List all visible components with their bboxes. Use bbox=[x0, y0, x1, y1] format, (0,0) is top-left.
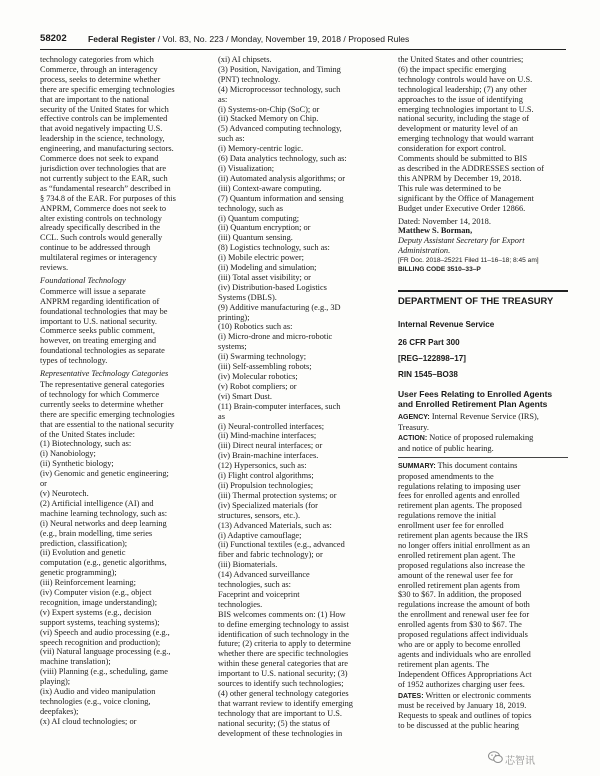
text-line: deepfakes); bbox=[40, 706, 79, 716]
summary-line: regulations remove the initial bbox=[398, 511, 497, 521]
text-line: (i) Flight control algorithms; bbox=[218, 471, 314, 481]
text-line: (ii) Synthetic biology; bbox=[40, 459, 114, 469]
summary-line: of 1952 authorizes charging user fees. bbox=[398, 679, 525, 689]
text-line: the United States and other countries; bbox=[398, 55, 524, 64]
text-line: there are specific emerging technologies bbox=[40, 409, 175, 419]
summary-line: no longer offers initial enrollment as an bbox=[398, 540, 530, 550]
dates-first: Written or electronic comments bbox=[423, 690, 532, 700]
text-line: (iii) Thermal protection systems; or bbox=[218, 490, 337, 500]
text-line: (iii) Biomaterials. bbox=[218, 560, 278, 570]
text-line: leadership in the science, technology, bbox=[40, 134, 165, 144]
document-title-line-2: and Enrolled Retirement Plan Agents bbox=[398, 398, 548, 409]
text-line: (iv) Molecular robotics; bbox=[218, 372, 298, 381]
text-line: (14) Advanced surveillance bbox=[218, 570, 310, 580]
text-line: emerging technology that would warrant bbox=[398, 134, 534, 144]
text-line: (xi) AI chipsets. bbox=[218, 55, 272, 64]
text-line: development of these technologies in bbox=[218, 728, 343, 738]
document-title bbox=[398, 389, 568, 409]
text-line: ANPRM regarding identification of bbox=[40, 296, 160, 306]
text-line: (iii) Context-aware computing. bbox=[218, 183, 322, 193]
text-line: (6) Data analytics technology, such as: bbox=[218, 154, 347, 164]
summary-line: agents and individuals who are enrolled bbox=[398, 649, 531, 659]
agency-value: Internal Revenue Service (IRS), bbox=[429, 412, 539, 422]
summary-first: This document contains bbox=[435, 460, 518, 470]
text-line: as: bbox=[218, 94, 228, 104]
text-line: recognition, image understanding); bbox=[40, 597, 158, 607]
text-line: (10) Robotics such as: bbox=[218, 322, 293, 332]
text-line: (viii) Planning (e.g., scheduling, game bbox=[40, 667, 168, 677]
summary-line: proposed regulations affect individuals bbox=[398, 630, 528, 640]
reg-number: [REG–122898–17] bbox=[398, 353, 466, 363]
section-divider bbox=[398, 290, 568, 292]
sub-agency: Internal Revenue Service bbox=[398, 320, 495, 330]
text-line: (x) AI cloud technologies; or bbox=[40, 716, 137, 726]
text-line: (vi) Speech and audio processing (e.g., bbox=[40, 627, 170, 637]
text-line: Commerce will issue a separate bbox=[40, 286, 146, 296]
summary-line: retirement plan agents. The bbox=[398, 659, 490, 669]
text-line: that are important to the national bbox=[40, 94, 150, 104]
text-line: (4) Microprocessor technology, such bbox=[218, 84, 341, 94]
text-line: emerging technologies important to U.S. bbox=[398, 104, 534, 114]
column-right bbox=[398, 55, 568, 731]
text-line: (i) Micro-drone and micro-robotic bbox=[218, 332, 333, 342]
text-line: playing); bbox=[40, 677, 71, 687]
text-line: however, on treating emerging and bbox=[40, 336, 157, 346]
text-line: (7) Quantum information and sensing bbox=[218, 193, 344, 203]
text-line: technology that are important to U.S. bbox=[218, 708, 342, 718]
text-line: (vi) Smart Dust. bbox=[218, 391, 272, 401]
text-line: Systems (DBLS). bbox=[218, 292, 277, 302]
text-line: prediction, classification); bbox=[40, 538, 128, 548]
text-line: (iii) Self-assembling robots; bbox=[218, 362, 312, 372]
text-line: (8) Logistics technology, such as: bbox=[218, 243, 330, 253]
text-line: (iii) Direct neural interfaces; or bbox=[218, 441, 323, 451]
text-line: that warrant review to identify emerging bbox=[218, 698, 353, 708]
text-line: (iv) Specialized materials (for bbox=[218, 500, 318, 510]
text-line: machine learning technology, such as: bbox=[40, 508, 168, 518]
column-left bbox=[40, 55, 210, 727]
text-line: machine translation); bbox=[40, 657, 111, 667]
text-line: (4) other general technology categories bbox=[218, 689, 349, 698]
text-line: types of technology. bbox=[40, 356, 108, 366]
dates-line: must be received by January 18, 2019. bbox=[398, 701, 527, 711]
text-line: (i) Visualization; bbox=[218, 163, 275, 173]
text-line: (e.g., brain modelling, time series bbox=[40, 528, 153, 538]
text-line: (ii) Automated analysis algorithms; or bbox=[218, 173, 345, 183]
text-line: technological leadership; (7) any other bbox=[398, 84, 527, 94]
summary-line bbox=[398, 461, 568, 472]
summary-body bbox=[398, 472, 568, 690]
agency-line bbox=[398, 412, 568, 423]
text-line: technology, such as bbox=[218, 203, 284, 213]
text-line: of technology for which Commerce bbox=[40, 389, 160, 399]
text-line: security of the United States for which bbox=[40, 104, 169, 114]
text-line: (iii) Quantum sensing. bbox=[218, 233, 293, 243]
text-line: significant by the Office of Management bbox=[398, 193, 534, 203]
text-line: support systems, teaching systems); bbox=[40, 617, 160, 627]
text-line: reviews. bbox=[40, 263, 69, 273]
text-line: as described in the ADDRESSES section of bbox=[398, 163, 544, 173]
text-line: (ii) Swarming technology; bbox=[218, 352, 307, 362]
summary-line: enrolled agents from $30 to $67. The bbox=[398, 620, 522, 630]
text-line: (ii) Modeling and simulation; bbox=[218, 263, 317, 273]
text-line: currently seeks to determine whether bbox=[40, 399, 164, 409]
text-line: or bbox=[40, 479, 47, 489]
text-line: (i) Systems-on-Chip (SoC); or bbox=[218, 104, 320, 114]
text-line: technologies, such as: bbox=[218, 580, 291, 590]
comments-paragraph bbox=[398, 55, 568, 214]
text-line: alter existing controls on technology bbox=[40, 213, 162, 223]
text-line: foundational technologies that may be bbox=[40, 306, 168, 316]
agency-line-cont: Treasury. bbox=[398, 422, 429, 432]
summary-line: enrolled retirement plan agent. The bbox=[398, 550, 516, 560]
signer-title: Deputy Assistant Secretary for Export bbox=[398, 236, 525, 246]
header-rule bbox=[40, 49, 566, 50]
text-line: § 734.8 of the EAR. For purposes of this bbox=[40, 193, 176, 203]
text-line: printing); bbox=[218, 312, 250, 322]
signer-name: Matthew S. Borman, bbox=[398, 226, 473, 236]
signer-title-cont: Administration. bbox=[398, 246, 451, 256]
text-line: effective controls can be implemented bbox=[40, 114, 168, 124]
text-line: Commerce, through an interagency bbox=[40, 64, 158, 74]
action-value: Notice of proposed rulemaking bbox=[427, 432, 534, 442]
agency-heading: DEPARTMENT OF THE TREASURY bbox=[398, 295, 554, 307]
text-line: (i) Adaptive camouflage; bbox=[218, 530, 302, 540]
column-middle bbox=[218, 55, 390, 739]
rin-number: RIN 1545–BO38 bbox=[398, 369, 458, 379]
text-line: multilateral regimes or interagency bbox=[40, 253, 157, 263]
summary-line: regulations relating to imposing user bbox=[398, 481, 521, 491]
text-line: technologies (e.g., voice cloning, bbox=[40, 697, 151, 706]
text-line: (6) the impact specific emerging bbox=[398, 64, 507, 74]
text-line: as bbox=[218, 411, 225, 421]
dates-label: DATES: bbox=[398, 692, 424, 700]
summary-line: enrollment user fee for enrolled bbox=[398, 521, 504, 531]
text-line: foundational technologies as separate bbox=[40, 346, 165, 356]
text-line: (i) Neural-controlled interfaces; bbox=[218, 421, 325, 431]
summary-line: the enrollment and renewal user fee for bbox=[398, 610, 530, 620]
text-line: Commerce seeks public comment, bbox=[40, 326, 155, 336]
section-heading: Foundational Technology bbox=[40, 275, 126, 285]
text-line: (v) Neurotech. bbox=[40, 488, 89, 498]
text-line: engineering, and manufacturing sectors. bbox=[40, 144, 174, 154]
text-line: (v) Robot compliers; or bbox=[218, 381, 297, 391]
text-line: (iv) Distribution-based Logistics bbox=[218, 282, 327, 292]
text-line: that are essential to the national security bbox=[40, 419, 174, 429]
text-line: (i) Quantum computing; bbox=[218, 213, 300, 223]
text-line: technologies. bbox=[218, 599, 263, 609]
summary-line: amount of the renewal user fee for bbox=[398, 570, 513, 580]
page-number: 58202 bbox=[40, 33, 67, 44]
watermark bbox=[488, 750, 562, 768]
text-line: important to U.S. national security. bbox=[40, 316, 157, 326]
text-line: future; (2) criteria to apply to determine bbox=[218, 639, 351, 649]
journal-issue: / Vol. 83, No. 223 / Monday, November 19, 2018 / Proposed Rules bbox=[155, 34, 410, 44]
text-line: This rule was determined to be bbox=[398, 183, 502, 193]
text-line: (i) Neural networks and deep learning bbox=[40, 518, 167, 528]
text-line: computation (e.g., genetic algorithms, bbox=[40, 558, 167, 568]
text-line: The representative general categories bbox=[40, 380, 165, 389]
text-line: development or maturity level of an bbox=[398, 124, 518, 134]
text-line: Comments should be submitted to BIS bbox=[398, 154, 528, 164]
text-line: (iv) Genomic and genetic engineering; bbox=[40, 469, 169, 479]
summary-line: who are or apply to become enrolled bbox=[398, 640, 521, 649]
text-line: structures, sensors, etc.). bbox=[218, 510, 301, 520]
summary-line: retirement plan agents because the IRS bbox=[398, 531, 528, 541]
dates-line bbox=[398, 691, 568, 702]
text-line: (i) Mobile electric power; bbox=[218, 253, 304, 263]
text-line: consideration for export control. bbox=[398, 144, 506, 154]
agency-label: AGENCY: bbox=[398, 414, 430, 422]
text-line: (ii) Evolution and genetic bbox=[40, 548, 126, 558]
text-line: (ii) Functional textiles (e.g., advanced bbox=[218, 540, 345, 550]
wechat-icon bbox=[488, 751, 503, 764]
text-line: (13) Advanced Materials, such as: bbox=[218, 520, 332, 530]
text-line: technology categories from which bbox=[40, 55, 154, 64]
text-line: not currently subject to the EAR, such bbox=[40, 173, 168, 183]
text-line: (2) Artificial intelligence (AI) and bbox=[40, 498, 154, 508]
text-line: (ii) Mind-machine interfaces; bbox=[218, 431, 317, 441]
action-label: ACTION: bbox=[398, 434, 428, 442]
action-line bbox=[398, 433, 568, 444]
text-line: technology controls would have on U.S. bbox=[398, 74, 533, 84]
text-line: important to U.S. national security; (3) bbox=[218, 669, 348, 679]
text-line: speech recognition and production); bbox=[40, 637, 161, 647]
text-line: to define emerging technology to assist bbox=[218, 619, 349, 629]
text-line: process, seeks to determine whether bbox=[40, 74, 161, 84]
text-line: national security; (5) the status of bbox=[218, 718, 330, 728]
dates-line: to be discussed at the public hearing bbox=[398, 721, 519, 731]
journal-name: Federal Register bbox=[88, 34, 156, 44]
text-line: genetic programming); bbox=[40, 568, 117, 578]
text-line: CCL. Such controls would generally bbox=[40, 233, 163, 243]
fr-doc-line: [FR Doc. 2018–25221 Filed 11–16–18; 8:45 am] bbox=[398, 257, 539, 265]
summary-line: $30 to $67. In addition, the proposed bbox=[398, 590, 522, 600]
dates-line: Requests to speak and outlines of topics bbox=[398, 711, 532, 721]
cfr-part: 26 CFR Part 300 bbox=[398, 337, 460, 347]
text-line: (i) Memory-centric logic. bbox=[218, 144, 304, 154]
text-line: (ix) Audio and video manipulation bbox=[40, 687, 156, 697]
text-line: that avoid negatively impacting U.S. bbox=[40, 124, 163, 134]
text-line: such as: bbox=[218, 134, 245, 144]
text-line: (iii) Reinforcement learning; bbox=[40, 578, 136, 588]
text-line: approaches to the issue of identifying bbox=[398, 94, 523, 104]
action-line-cont: and notice of public hearing. bbox=[398, 443, 494, 453]
text-line: jurisdiction over technologies that are bbox=[40, 163, 167, 173]
summary-label: SUMMARY: bbox=[398, 462, 436, 470]
text-line: (iv) Computer vision (e.g., object bbox=[40, 588, 152, 598]
section-heading: Representative Technology Categories bbox=[40, 369, 169, 379]
text-line: sources to identify such technologies; bbox=[218, 679, 344, 689]
text-line: continue to be addressed through bbox=[40, 243, 151, 253]
text-line: national security, including the stage of bbox=[398, 114, 530, 124]
text-line: (iv) Brain-machine interfaces. bbox=[218, 451, 319, 461]
summary-line: fees for enrolled agents and enrolled bbox=[398, 491, 520, 501]
text-line: (ii) Propulsion technologies; bbox=[218, 480, 314, 490]
page-header bbox=[40, 33, 566, 49]
text-line: Budget under Executive Order 12866. bbox=[398, 203, 526, 213]
text-line: ANPRM, Commerce does not seek to bbox=[40, 203, 167, 213]
text-line: (5) Advanced computing technology, bbox=[218, 124, 342, 134]
text-line: of the United States include: bbox=[40, 429, 136, 439]
text-line: identification of such technology in the bbox=[218, 629, 349, 639]
document-title-line-1: User Fees Relating to Enrolled Agents bbox=[398, 388, 553, 399]
text-line: (ii) Stacked Memory on Chip. bbox=[218, 114, 319, 124]
text-line: (9) Additive manufacturing (e.g., 3D bbox=[218, 302, 341, 312]
text-line: (11) Brain-computer interfaces, such bbox=[218, 401, 341, 411]
text-line: (12) Hypersonics, such as: bbox=[218, 461, 307, 471]
text-line: within these general categories that are bbox=[218, 659, 348, 669]
text-line: fiber and fabric technology); or bbox=[218, 550, 323, 560]
text-line: Faceprint and voiceprint bbox=[218, 589, 300, 599]
summary-divider bbox=[398, 457, 568, 458]
text-line: whether there are specific technologies bbox=[218, 649, 349, 659]
text-line: systems; bbox=[218, 342, 247, 352]
text-line: (3) Position, Navigation, and Timing bbox=[218, 64, 341, 74]
text-line: this ANPRM by December 19, 2018. bbox=[398, 173, 522, 183]
text-line: BIS welcomes comments on: (1) How bbox=[218, 609, 346, 619]
text-line: (iii) Total asset visibility; or bbox=[218, 272, 311, 282]
summary-line: retirement plan agents. The proposed bbox=[398, 501, 522, 511]
text-line: (i) Nanobiology; bbox=[40, 449, 96, 459]
text-line: as “fundamental research” described in bbox=[40, 183, 171, 193]
text-line: there are specific emerging technologies bbox=[40, 84, 175, 94]
summary-line: enrolled retirement plan agents from bbox=[398, 580, 520, 590]
text-line: already specifically described in the bbox=[40, 223, 161, 233]
billing-code: BILLING CODE 3510–33–P bbox=[398, 266, 481, 274]
dated-line: Dated: November 14, 2018. bbox=[398, 216, 491, 226]
watermark-text: 芯智讯 bbox=[505, 756, 535, 767]
text-line: (vii) Natural language processing (e.g., bbox=[40, 647, 171, 657]
summary-line: proposed regulations also increase the bbox=[398, 560, 525, 570]
summary-line: Independent Offices Appropriations Act bbox=[398, 669, 532, 679]
text-line: (1) Biotechnology, such as: bbox=[40, 439, 132, 449]
summary-line: regulations increase the amount of both bbox=[398, 600, 530, 610]
text-line: (ii) Quantum encryption; or bbox=[218, 223, 311, 233]
text-line: (v) Expert systems (e.g., decision bbox=[40, 607, 152, 617]
text-line: Commerce does not seek to expand bbox=[40, 154, 159, 164]
dates-body bbox=[398, 701, 568, 731]
journal-title bbox=[88, 34, 409, 44]
summary-line: proposed amendments to the bbox=[398, 471, 494, 481]
text-line: (PNT) technology. bbox=[218, 74, 281, 84]
